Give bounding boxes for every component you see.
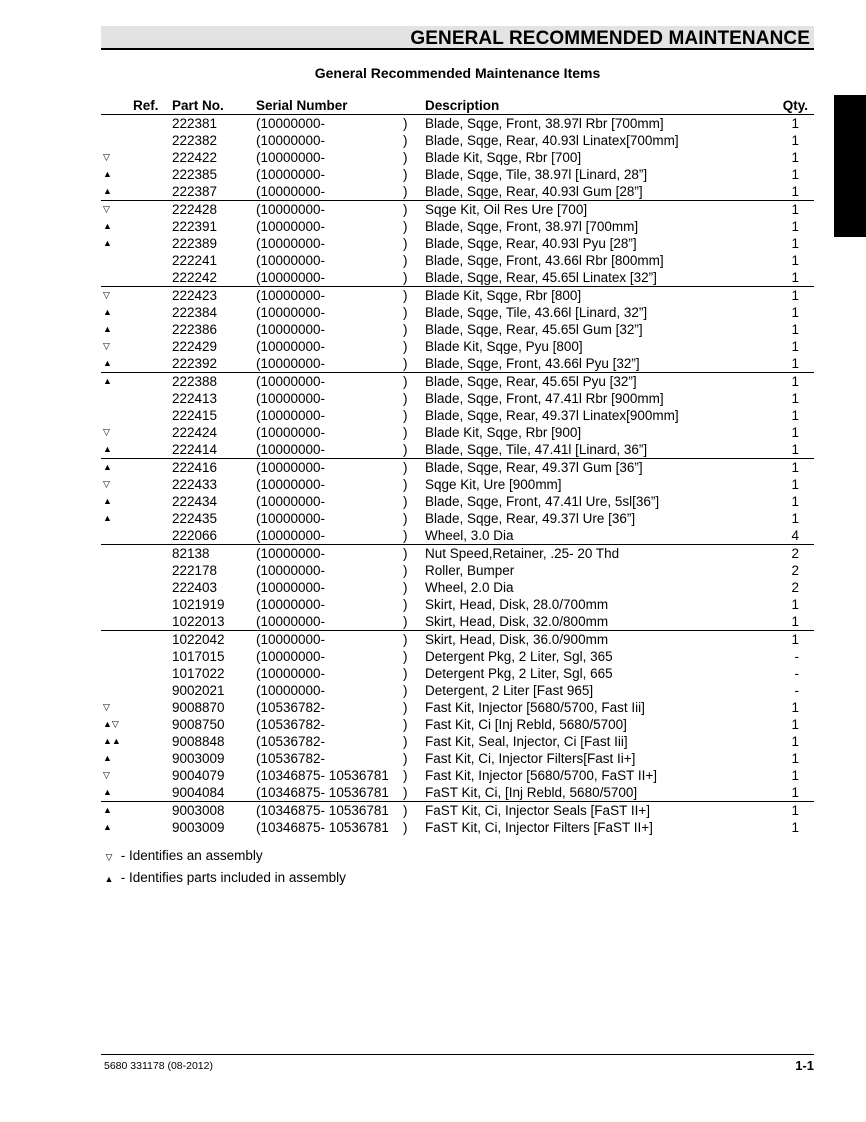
table-row: [101, 166, 814, 183]
description: Nut Speed,Retainer, .25- 20 Thd: [425, 546, 620, 561]
part-number: 222385: [172, 167, 218, 182]
table-row: [101, 115, 814, 132]
serial-number: (10000000-: [256, 133, 326, 148]
table-row: [101, 235, 814, 252]
serial-number: (10000000-: [256, 116, 326, 131]
ref-symbol: ▽: [103, 204, 110, 214]
part-number: 82138: [172, 546, 210, 561]
serial-number: (10000000-: [256, 374, 326, 389]
description: Detergent Pkg, 2 Liter, Sgl, 665: [425, 666, 613, 681]
serial-close-paren: ): [403, 425, 408, 440]
col-header-ref: Ref.: [133, 98, 159, 113]
table-row: [101, 132, 814, 149]
part-number: 9002021: [172, 683, 225, 698]
assembly-triangle-icon: ▽: [105, 852, 113, 862]
part-number: 222434: [172, 494, 218, 509]
part-number: 9004084: [172, 785, 225, 800]
serial-number: (10000000-: [256, 563, 326, 578]
ref-symbol: ▲: [103, 513, 112, 523]
serial-close-paren: ): [403, 253, 408, 268]
table-row: [101, 767, 814, 784]
table-row: [101, 545, 814, 562]
description: Fast Kit, Injector [5680/5700, Fast Iii]: [425, 700, 645, 715]
part-number: 9004079: [172, 768, 225, 783]
description: Blade, Sqge, Rear, 40.93l Linatex[700mm]: [425, 133, 679, 148]
quantity: 1: [791, 494, 799, 509]
serial-number: (10346875- 10536781: [256, 820, 389, 835]
description: Blade Kit, Sqge, Rbr [900]: [425, 425, 582, 440]
description: Blade, Sqge, Front, 43.66l Rbr [800mm]: [425, 253, 664, 268]
description: Blade, Sqge, Front, 38.97l Rbr [700mm]: [425, 116, 664, 131]
table-row: [101, 218, 814, 235]
description: Wheel, 3.0 Dia: [425, 528, 514, 543]
serial-close-paren: ): [403, 150, 408, 165]
part-number: 222392: [172, 356, 218, 371]
serial-number: (10536782-: [256, 700, 326, 715]
quantity: 2: [791, 563, 799, 578]
serial-number: (10346875- 10536781: [256, 803, 389, 818]
table-row: [101, 269, 814, 287]
table-row: [101, 149, 814, 166]
description: Detergent, 2 Liter [Fast 965]: [425, 683, 594, 698]
serial-close-paren: ): [403, 305, 408, 320]
part-number: 222428: [172, 202, 218, 217]
quantity: 1: [791, 632, 799, 647]
description: Blade, Sqge, Rear, 45.65l Pyu [32”]: [425, 374, 637, 389]
part-number: 222435: [172, 511, 218, 526]
serial-number: (10000000-: [256, 253, 326, 268]
part-number: 222382: [172, 133, 218, 148]
serial-number: (10346875- 10536781: [256, 785, 389, 800]
serial-number: (10000000-: [256, 511, 326, 526]
description: Detergent Pkg, 2 Liter, Sgl, 365: [425, 649, 613, 664]
description: Blade Kit, Sqge, Rbr [800]: [425, 288, 582, 303]
description: Blade, Sqge, Rear, 49.37l Ure [36”]: [425, 511, 636, 526]
col-header-qty: Qty.: [782, 98, 808, 113]
part-number: 9008750: [172, 717, 225, 732]
ref-symbol: ▽: [103, 427, 110, 437]
part-number: 222423: [172, 288, 218, 303]
table-row: [101, 510, 814, 527]
part-number: 222388: [172, 374, 218, 389]
description: FaST Kit, Ci, Injector Seals [FaST II+]: [425, 803, 650, 818]
table-row: [101, 648, 814, 665]
table-row: [101, 493, 814, 510]
serial-close-paren: ): [403, 356, 408, 371]
serial-close-paren: ): [403, 563, 408, 578]
serial-number: (10000000-: [256, 167, 326, 182]
description: Blade, Sqge, Front, 43.66l Pyu [32”]: [425, 356, 640, 371]
description: FaST Kit, Ci, [Inj Rebld, 5680/5700]: [425, 785, 638, 800]
quantity: 1: [791, 253, 799, 268]
quantity: -: [794, 683, 799, 698]
serial-close-paren: ): [403, 717, 408, 732]
serial-close-paren: ): [403, 374, 408, 389]
serial-close-paren: ): [403, 649, 408, 664]
quantity: 1: [791, 270, 799, 285]
part-number: 9003008: [172, 803, 225, 818]
description: Blade, Sqge, Front, 47.41l Ure, 5sl[36”]: [425, 494, 660, 509]
table-row: [101, 183, 814, 201]
quantity: 1: [791, 425, 799, 440]
description: Blade, Sqge, Rear, 45.65l Linatex [32”]: [425, 270, 657, 285]
part-number: 1017015: [172, 649, 225, 664]
table-row: [101, 407, 814, 424]
table-row: [101, 579, 814, 596]
parts-table: [101, 96, 814, 836]
part-number: 9008848: [172, 734, 225, 749]
table-row: [101, 304, 814, 321]
serial-number: (10536782-: [256, 717, 326, 732]
description: Skirt, Head, Disk, 32.0/800mm: [425, 614, 609, 629]
description: Sqge Kit, Ure [900mm]: [425, 477, 562, 492]
quantity: 1: [791, 460, 799, 475]
table-row: [101, 631, 814, 648]
quantity: 1: [791, 288, 799, 303]
table-row: [101, 424, 814, 441]
serial-number: (10000000-: [256, 305, 326, 320]
serial-number: (10000000-: [256, 408, 326, 423]
ref-symbol: ▲: [103, 221, 112, 231]
serial-number: (10000000-: [256, 632, 326, 647]
serial-close-paren: ): [403, 236, 408, 251]
part-number: 222066: [172, 528, 218, 543]
part-number: 1022042: [172, 632, 225, 647]
table-row: [101, 802, 814, 819]
serial-number: (10000000-: [256, 528, 326, 543]
part-number: 222433: [172, 477, 218, 492]
table-row: [101, 562, 814, 579]
ref-symbol: ▲: [103, 324, 112, 334]
table-body: [101, 115, 814, 836]
serial-number: (10000000-: [256, 270, 326, 285]
quantity: 1: [791, 236, 799, 251]
part-number: 222414: [172, 442, 218, 457]
quantity: -: [794, 666, 799, 681]
serial-close-paren: ): [403, 683, 408, 698]
col-header-part-no: Part No.: [172, 98, 224, 113]
serial-number: (10346875- 10536781: [256, 768, 389, 783]
serial-close-paren: ): [403, 322, 408, 337]
part-number: 222389: [172, 236, 218, 251]
ref-symbol: ▽: [103, 479, 110, 489]
quantity: 1: [791, 391, 799, 406]
part-number: 222422: [172, 150, 218, 165]
section-title: General Recommended Maintenance Items: [314, 65, 601, 81]
quantity: 1: [791, 477, 799, 492]
description: Blade, Sqge, Rear, 40.93l Gum [28”]: [425, 184, 643, 199]
part-number: 222381: [172, 116, 218, 131]
serial-number: (10000000-: [256, 391, 326, 406]
serial-number: (10000000-: [256, 460, 326, 475]
serial-number: (10000000-: [256, 219, 326, 234]
table-row: [101, 252, 814, 269]
description: Sqge Kit, Oil Res Ure [700]: [425, 202, 588, 217]
page-header-title: GENERAL RECOMMENDED MAINTENANCE: [410, 28, 810, 49]
serial-number: (10000000-: [256, 339, 326, 354]
quantity: 1: [791, 820, 799, 835]
part-number: 222416: [172, 460, 218, 475]
serial-number: (10000000-: [256, 580, 326, 595]
quantity: 1: [791, 785, 799, 800]
serial-number: (10000000-: [256, 202, 326, 217]
quantity: 1: [791, 322, 799, 337]
quantity: 1: [791, 717, 799, 732]
table-row: [101, 287, 814, 304]
footer-doc-number: 5680 331178 (08-2012): [104, 1060, 213, 1072]
quantity: 4: [791, 528, 799, 543]
serial-close-paren: ): [403, 700, 408, 715]
table-row: [101, 665, 814, 682]
description: Blade, Sqge, Rear, 40.93l Pyu [28”]: [425, 236, 637, 251]
ref-symbol: ▲: [103, 376, 112, 386]
ref-symbol: ▲: [103, 462, 112, 472]
serial-number: (10536782-: [256, 751, 326, 766]
serial-close-paren: ): [403, 666, 408, 681]
quantity: 1: [791, 597, 799, 612]
quantity: 1: [791, 116, 799, 131]
description: Wheel, 2.0 Dia: [425, 580, 514, 595]
description: Skirt, Head, Disk, 28.0/700mm: [425, 597, 609, 612]
quantity: 2: [791, 580, 799, 595]
serial-number: (10000000-: [256, 683, 326, 698]
ref-symbol: ▲: [103, 753, 112, 763]
serial-number: (10000000-: [256, 356, 326, 371]
table-header-row: [101, 96, 814, 115]
table-row: [101, 390, 814, 407]
serial-close-paren: ): [403, 116, 408, 131]
page-header-band: [101, 26, 814, 50]
serial-close-paren: ): [403, 751, 408, 766]
description: Blade, Sqge, Tile, 43.66l [Linard, 32”]: [425, 305, 648, 320]
serial-close-paren: ): [403, 820, 408, 835]
serial-number: (10000000-: [256, 649, 326, 664]
part-number: 222387: [172, 184, 218, 199]
ref-symbol: ▲: [103, 444, 112, 454]
serial-close-paren: ): [403, 803, 408, 818]
serial-close-paren: ): [403, 270, 408, 285]
quantity: 1: [791, 751, 799, 766]
serial-number: (10000000-: [256, 425, 326, 440]
quantity: 1: [791, 803, 799, 818]
ref-symbol: ▽: [103, 341, 110, 351]
description: Blade Kit, Sqge, Pyu [800]: [425, 339, 583, 354]
quantity: 1: [791, 167, 799, 182]
serial-number: (10000000-: [256, 442, 326, 457]
ref-symbol: ▲: [103, 186, 112, 196]
included-triangle-icon: ▲: [104, 874, 114, 884]
part-number: 222242: [172, 270, 218, 285]
serial-close-paren: ): [403, 167, 408, 182]
part-number: 1017022: [172, 666, 225, 681]
description: Blade, Sqge, Front, 38.97l [700mm]: [425, 219, 639, 234]
ref-symbol: ▽: [103, 770, 110, 780]
quantity: 1: [791, 150, 799, 165]
serial-close-paren: ): [403, 494, 408, 509]
part-number: 222403: [172, 580, 218, 595]
quantity: 1: [791, 305, 799, 320]
serial-close-paren: ): [403, 768, 408, 783]
ref-symbol: ▲: [103, 787, 112, 797]
table-row: [101, 476, 814, 493]
table-row: [101, 596, 814, 613]
table-row: [101, 784, 814, 802]
description: Blade, Sqge, Rear, 49.37l Linatex[900mm]: [425, 408, 679, 423]
serial-close-paren: ): [403, 528, 408, 543]
serial-close-paren: ): [403, 133, 408, 148]
table-row: [101, 750, 814, 767]
part-number: 9008870: [172, 700, 225, 715]
ref-symbol: ▲▽: [103, 719, 119, 729]
ref-symbol: ▲: [103, 496, 112, 506]
serial-number: (10000000-: [256, 666, 326, 681]
description: Skirt, Head, Disk, 36.0/900mm: [425, 632, 609, 647]
serial-close-paren: ): [403, 288, 408, 303]
serial-number: (10000000-: [256, 546, 326, 561]
ref-symbol: ▽: [103, 290, 110, 300]
serial-number: (10536782-: [256, 734, 326, 749]
table-row: [101, 716, 814, 733]
part-number: 222386: [172, 322, 218, 337]
serial-number: (10000000-: [256, 494, 326, 509]
part-number: 222415: [172, 408, 218, 423]
serial-close-paren: ): [403, 511, 408, 526]
quantity: 1: [791, 734, 799, 749]
table-row: [101, 699, 814, 716]
ref-symbol: ▲: [103, 822, 112, 832]
part-number: 222178: [172, 563, 218, 578]
serial-close-paren: ): [403, 477, 408, 492]
footer-rule: [101, 1054, 814, 1055]
quantity: 1: [791, 700, 799, 715]
serial-close-paren: ): [403, 785, 408, 800]
table-row: [101, 373, 814, 390]
description: Fast Kit, Ci [Inj Rebld, 5680/5700]: [425, 717, 627, 732]
part-number: 222429: [172, 339, 218, 354]
description: Blade, Sqge, Tile, 47.41l [Linard, 36”]: [425, 442, 648, 457]
serial-close-paren: ): [403, 580, 408, 595]
quantity: 1: [791, 202, 799, 217]
legend-assembly-text: - Identifies an assembly: [120, 848, 263, 863]
quantity: 1: [791, 339, 799, 354]
ref-symbol: ▲: [103, 307, 112, 317]
serial-number: (10000000-: [256, 236, 326, 251]
serial-close-paren: ): [403, 202, 408, 217]
serial-close-paren: ): [403, 339, 408, 354]
description: FaST Kit, Ci, Injector Filters [FaST II+]: [425, 820, 653, 835]
table-row: [101, 338, 814, 355]
legend-included: [101, 870, 346, 885]
serial-close-paren: ): [403, 734, 408, 749]
description: Blade Kit, Sqge, Rbr [700]: [425, 150, 582, 165]
serial-close-paren: ): [403, 597, 408, 612]
serial-number: (10000000-: [256, 597, 326, 612]
description: Blade, Sqge, Rear, 45.65l Gum [32”]: [425, 322, 643, 337]
quantity: 1: [791, 219, 799, 234]
table-row: [101, 682, 814, 699]
quantity: 1: [791, 374, 799, 389]
ref-symbol: ▽: [103, 702, 110, 712]
description: Blade, Sqge, Front, 47.41l Rbr [900mm]: [425, 391, 664, 406]
description: Fast Kit, Seal, Injector, Ci [Fast Iii]: [425, 734, 628, 749]
table-row: [101, 441, 814, 459]
description: Blade, Sqge, Rear, 49.37l Gum [36”]: [425, 460, 643, 475]
quantity: 1: [791, 511, 799, 526]
quantity: 1: [791, 356, 799, 371]
table-row: [101, 321, 814, 338]
serial-number: (10000000-: [256, 614, 326, 629]
serial-close-paren: ): [403, 184, 408, 199]
serial-close-paren: ): [403, 219, 408, 234]
table-row: [101, 201, 814, 218]
ref-symbol: ▲: [103, 805, 112, 815]
quantity: 1: [791, 133, 799, 148]
serial-number: (10000000-: [256, 288, 326, 303]
quantity: -: [794, 649, 799, 664]
part-number: 222413: [172, 391, 218, 406]
description: Fast Kit, Injector [5680/5700, FaST II+]: [425, 768, 657, 783]
ref-symbol: ▲▲: [103, 736, 121, 746]
part-number: 222391: [172, 219, 218, 234]
table-row: [101, 819, 814, 836]
description: Roller, Bumper: [425, 563, 515, 578]
part-number: 9003009: [172, 751, 225, 766]
quantity: 1: [791, 768, 799, 783]
ref-symbol: ▲: [103, 169, 112, 179]
col-header-serial-number: Serial Number: [256, 98, 348, 113]
table-row: [101, 459, 814, 476]
serial-close-paren: ): [403, 408, 408, 423]
legend-included-text: - Identifies parts included in assembly: [120, 870, 346, 885]
serial-close-paren: ): [403, 632, 408, 647]
table-row: [101, 733, 814, 750]
ref-symbol: ▽: [103, 152, 110, 162]
serial-close-paren: ): [403, 546, 408, 561]
serial-number: (10000000-: [256, 184, 326, 199]
part-number: 222384: [172, 305, 218, 320]
part-number: 9003009: [172, 820, 225, 835]
part-number: 1022013: [172, 614, 225, 629]
part-number: 222424: [172, 425, 218, 440]
table-row: [101, 355, 814, 373]
table-row: [101, 613, 814, 631]
serial-close-paren: ): [403, 391, 408, 406]
serial-number: (10000000-: [256, 150, 326, 165]
serial-number: (10000000-: [256, 322, 326, 337]
footer-page-number: 1-1: [795, 1058, 814, 1073]
description: Fast Kit, Ci, Injector Filters[Fast Ii+]: [425, 751, 636, 766]
ref-symbol: ▲: [103, 238, 112, 248]
serial-close-paren: ): [403, 442, 408, 457]
serial-close-paren: ): [403, 460, 408, 475]
quantity: 1: [791, 408, 799, 423]
serial-close-paren: ): [403, 614, 408, 629]
quantity: 1: [791, 614, 799, 629]
part-number: 1021919: [172, 597, 225, 612]
table-row: [101, 527, 814, 545]
part-number: 222241: [172, 253, 218, 268]
section-side-tab: [834, 95, 866, 237]
legend-assembly: [101, 848, 263, 863]
quantity: 1: [791, 184, 799, 199]
col-header-description: Description: [425, 98, 500, 113]
serial-number: (10000000-: [256, 477, 326, 492]
quantity: 2: [791, 546, 799, 561]
description: Blade, Sqge, Tile, 38.97l [Linard, 28”]: [425, 167, 648, 182]
ref-symbol: ▲: [103, 358, 112, 368]
quantity: 1: [791, 442, 799, 457]
